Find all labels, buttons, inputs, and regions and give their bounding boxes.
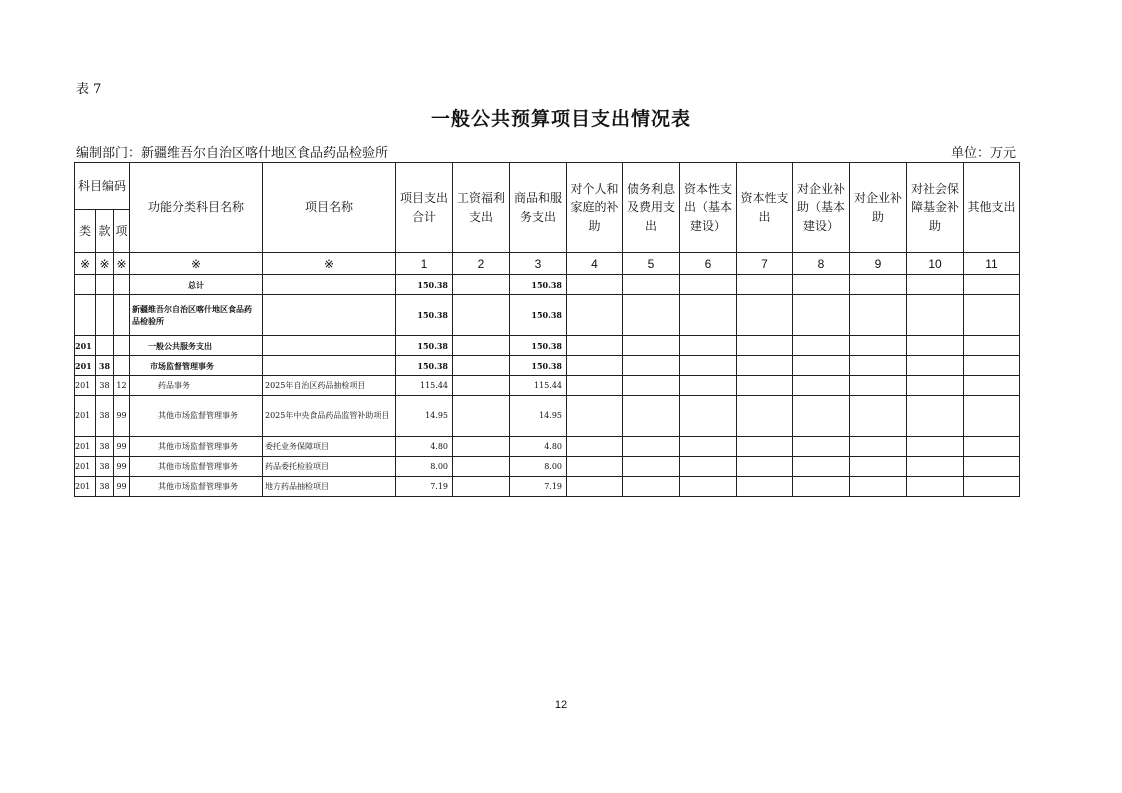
budget-table (74, 162, 1020, 497)
function-name: 一般公共服务支出 (130, 336, 263, 356)
header-col-5: 债务利息及费用支出 (623, 163, 680, 253)
index-cell: 1 (396, 253, 453, 275)
index-cell: ※ (130, 253, 263, 275)
code-lei: 201 (75, 336, 96, 356)
header-col-4: 对个人和家庭的补助 (567, 163, 623, 253)
project-name (263, 356, 396, 376)
function-name: 药品事务 (130, 376, 263, 396)
header-lei: 类 (75, 210, 96, 253)
unit-label: 单位：万元 (950, 146, 1016, 161)
header-col-11: 其他支出 (964, 163, 1020, 253)
project-total: 14.95 (396, 396, 453, 437)
code-xiang (114, 336, 130, 356)
code-xiang: 99 (114, 477, 130, 497)
code-lei (75, 275, 96, 295)
code-kuan: 38 (96, 376, 114, 396)
header-col-2: 工资福利支出 (453, 163, 510, 253)
project-name (263, 295, 396, 336)
function-name: 其他市场监督管理事务 (130, 437, 263, 457)
header-code-group: 科目编码 (75, 163, 130, 210)
table-row (75, 356, 1020, 376)
index-cell: 10 (907, 253, 964, 275)
index-cell: ※ (263, 253, 396, 275)
table-row-total (75, 275, 1020, 295)
table-row (75, 336, 1020, 356)
code-lei: 201 (75, 477, 96, 497)
code-kuan: 38 (96, 477, 114, 497)
code-xiang (114, 295, 130, 336)
department-label: 编制部门：新疆维吾尔自治区喀什地区食品药品检验所 (76, 146, 389, 161)
project-name (263, 275, 396, 295)
project-name: 地方药品抽检项目 (263, 477, 396, 497)
code-kuan (96, 295, 114, 336)
project-name: 委托业务保障项目 (263, 437, 396, 457)
code-kuan (96, 336, 114, 356)
table-row (75, 477, 1020, 497)
table-row (75, 396, 1020, 437)
index-cell: 4 (567, 253, 623, 275)
project-total: 150.38 (396, 336, 453, 356)
project-name (263, 336, 396, 356)
table-row (75, 457, 1020, 477)
table-number: 表 7 (76, 82, 102, 97)
function-name: 市场监督管理事务 (130, 356, 263, 376)
index-cell: 7 (737, 253, 793, 275)
table-row (75, 437, 1020, 457)
project-total: 150.38 (396, 356, 453, 376)
project-name: 2025年中央食品药品监管补助项目 (263, 396, 396, 437)
page-title: 一般公共预算项目支出情况表 (430, 108, 691, 130)
index-cell: 3 (510, 253, 567, 275)
goods-services: 150.38 (510, 275, 567, 295)
index-cell: ※ (114, 253, 130, 275)
project-total: 150.38 (396, 295, 453, 336)
code-lei: 201 (75, 396, 96, 437)
code-kuan: 38 (96, 396, 114, 437)
header-row (75, 163, 1020, 210)
project-name: 药品委托检验项目 (263, 457, 396, 477)
code-xiang (114, 275, 130, 295)
header-col-3: 商品和服务支出 (510, 163, 567, 253)
function-name: 其他市场监督管理事务 (130, 457, 263, 477)
header-xiang: 项 (114, 210, 130, 253)
code-lei: 201 (75, 356, 96, 376)
goods-services: 115.44 (510, 376, 567, 396)
code-kuan: 38 (96, 356, 114, 376)
header-kuan: 款 (96, 210, 114, 253)
code-xiang (114, 356, 130, 376)
project-name: 2025年自治区药品抽检项目 (263, 376, 396, 396)
code-kuan: 38 (96, 437, 114, 457)
header-col-7: 资本性支出 (737, 163, 793, 253)
header-col-9: 对企业补助 (850, 163, 907, 253)
table-row-department (75, 295, 1020, 336)
project-total: 7.19 (396, 477, 453, 497)
function-name: 其他市场监督管理事务 (130, 396, 263, 437)
project-total: 8.00 (396, 457, 453, 477)
project-total: 4.80 (396, 437, 453, 457)
goods-services: 8.00 (510, 457, 567, 477)
function-name: 其他市场监督管理事务 (130, 477, 263, 497)
header-col-1: 项目支出合计 (396, 163, 453, 253)
index-cell: ※ (96, 253, 114, 275)
header-col-10: 对社会保障基金补助 (907, 163, 964, 253)
code-lei (75, 295, 96, 336)
table-row (75, 376, 1020, 396)
code-lei: 201 (75, 437, 96, 457)
goods-services: 150.38 (510, 356, 567, 376)
goods-services: 150.38 (510, 336, 567, 356)
code-lei: 201 (75, 457, 96, 477)
goods-services: 4.80 (510, 437, 567, 457)
code-xiang: 12 (114, 376, 130, 396)
goods-services: 7.19 (510, 477, 567, 497)
header-project-name: 项目名称 (263, 163, 396, 253)
index-cell: 2 (453, 253, 510, 275)
function-name: 总计 (130, 275, 263, 295)
code-kuan (96, 275, 114, 295)
header-col-8: 对企业补助（基本建设） (793, 163, 850, 253)
index-cell: 6 (680, 253, 737, 275)
index-cell: ※ (75, 253, 96, 275)
code-lei: 201 (75, 376, 96, 396)
column-index-row (75, 253, 1020, 275)
header-function-name: 功能分类科目名称 (130, 163, 263, 253)
index-cell: 9 (850, 253, 907, 275)
code-xiang: 99 (114, 457, 130, 477)
index-cell: 11 (964, 253, 1020, 275)
function-name: 新疆维吾尔自治区喀什地区食品药品检验所 (130, 295, 263, 336)
index-cell: 5 (623, 253, 680, 275)
header-col-6: 资本性支出（基本建设） (680, 163, 737, 253)
goods-services: 150.38 (510, 295, 567, 336)
code-xiang: 99 (114, 437, 130, 457)
goods-services: 14.95 (510, 396, 567, 437)
code-xiang: 99 (114, 396, 130, 437)
code-kuan: 38 (96, 457, 114, 477)
page-number: 12 (554, 699, 568, 711)
index-cell: 8 (793, 253, 850, 275)
project-total: 115.44 (396, 376, 453, 396)
project-total: 150.38 (396, 275, 453, 295)
